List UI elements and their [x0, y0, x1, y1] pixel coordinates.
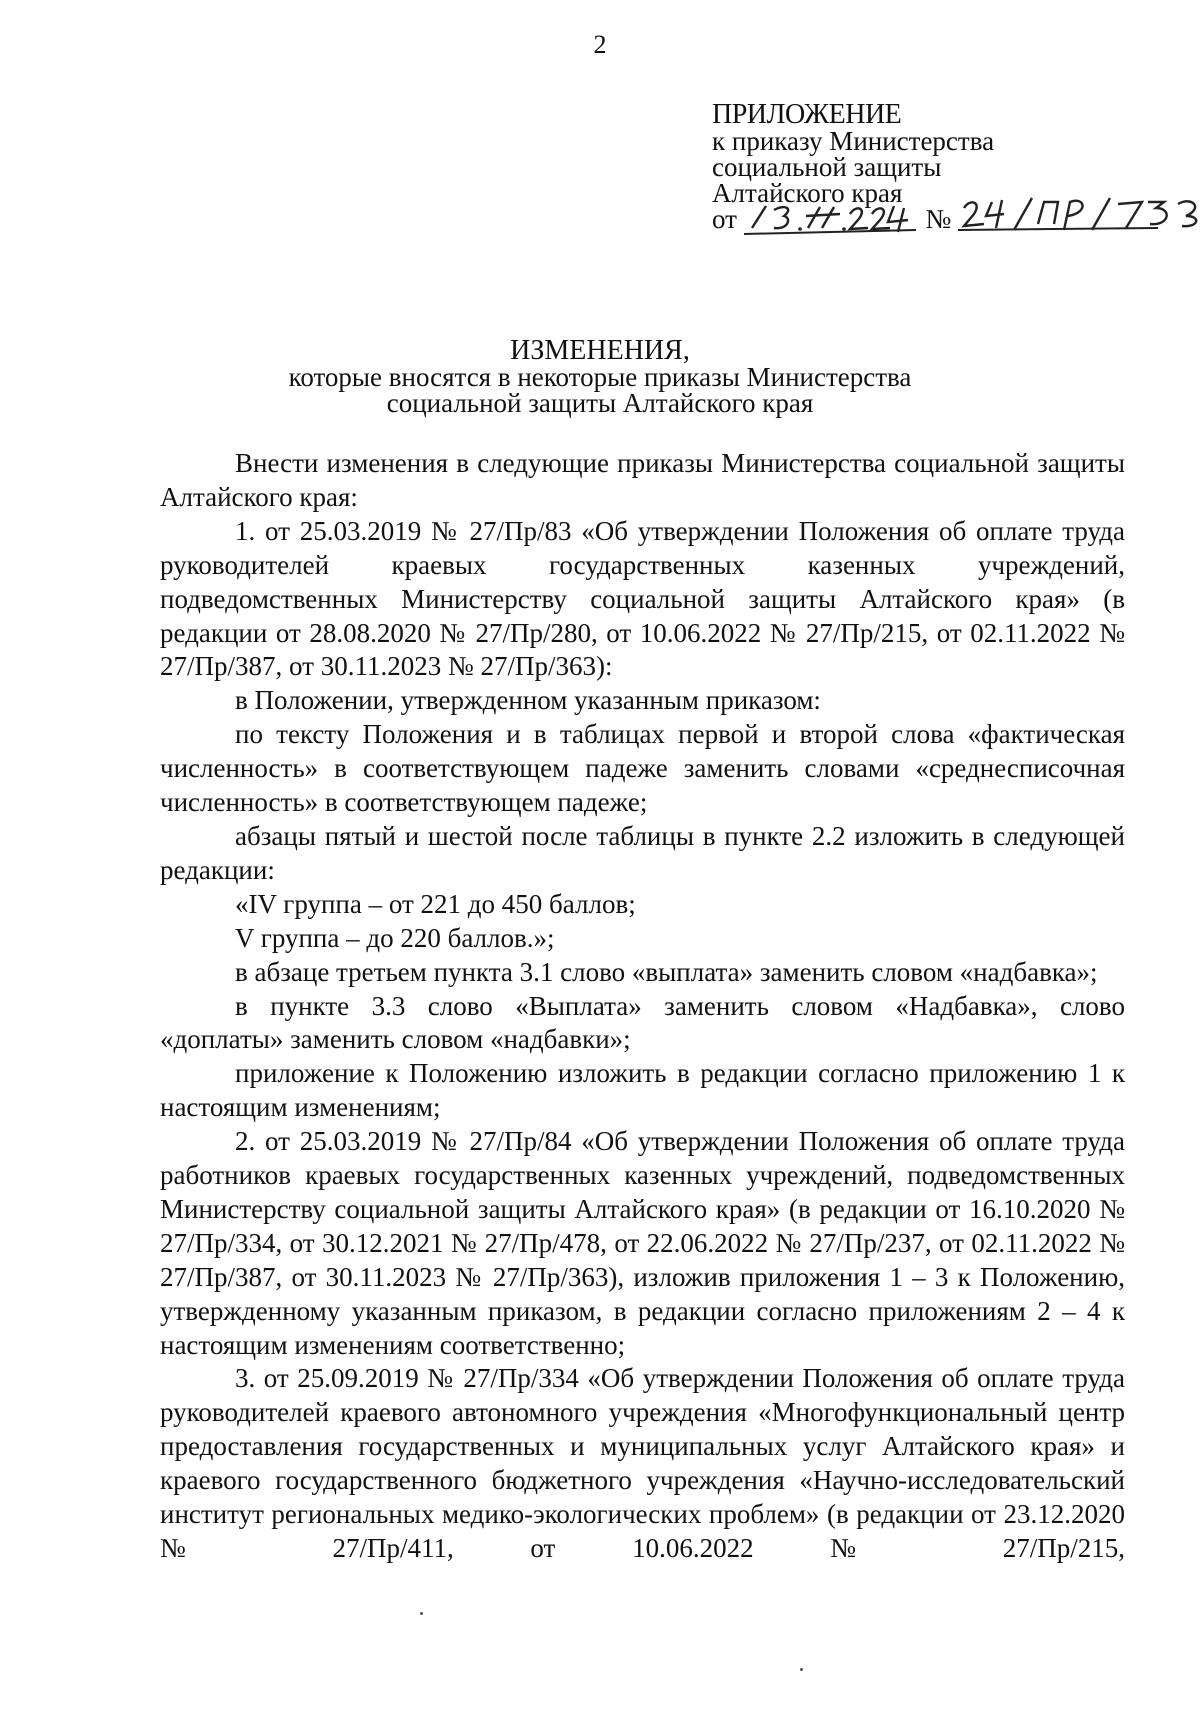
appendix-date-number-line: [712, 206, 1172, 242]
paragraph-group-v: V группа – до 220 баллов.»;: [235, 922, 555, 953]
paragraph-item-1-clause-3-1: в абзаце третьем пункта 3.1 слово «выплата» заменить словом «надбавка»;: [235, 956, 1098, 987]
paragraph-item-1-regulation: в Положении, утвержденном указанным приказом:: [235, 685, 821, 716]
document-body: [160, 447, 1125, 1566]
number-sign: №: [925, 204, 952, 234]
appendix-line-region: Алтайского края: [712, 178, 903, 208]
handwritten-date: [744, 202, 919, 238]
scan-speck: [420, 1612, 423, 1615]
date-prefix: от: [712, 204, 737, 234]
heading-title: ИЗМЕНЕНИЯ,: [510, 335, 690, 366]
paragraph-item-1: 1. от 25.03.2019 № 27/Пр/83 «Об утверждении Положения об оплате труда руководителей краевых государственных казенных учреждений, подведомственных Министерству социальной защиты Алтайского края» (в редакции от 28.08.2020 № 27/Пр/280, от 10.06.2022 № 27/Пр/215, от 02.11.2022 № 27/Пр/387, от 30.11.2023 № 27/Пр/363):: [160, 515, 1125, 682]
page-number: 2: [593, 30, 607, 59]
document-heading: [0, 335, 1200, 418]
heading-line-3: социальной защиты Алтайского края: [386, 388, 814, 418]
scan-speck: [800, 1668, 803, 1671]
appendix-block: [712, 99, 1172, 242]
paragraph-group-iv: «IV группа – от 221 до 450 баллов;: [235, 888, 636, 919]
paragraph-item-3: 3. от 25.09.2019 № 27/Пр/334 «Об утверждении Положения об оплате труда руководителей краевого автономного учреждения «Многофункциональный центр предоставления государственных и муниципальных услуг Алтайского края» и краевого государственного бюджетного учреждения «Научно-исследовательский институт региональных медико-экологических проблем» (в редакции от 23.12.2020 № 27/Пр/411, от 10.06.2022 № 27/Пр/215,: [160, 1363, 1125, 1563]
paragraph-item-1-annex: приложение к Положению изложить в редакции согласно приложению 1 к настоящим изменениям;: [160, 1058, 1125, 1123]
appendix-title: ПРИЛОЖЕНИЕ: [712, 99, 902, 130]
handwritten-number: [958, 194, 1200, 234]
appendix-line-order: к приказу Министерства: [712, 126, 995, 156]
paragraph-item-1-wording: по тексту Положения и в таблицах первой и второй слова «фактическая численность» в соответствующем падеже заменить словами «среднесписочная численность» в соответствующем падеже;: [160, 719, 1125, 818]
paragraph-intro: Внести изменения в следующие приказы Министерства социальной защиты Алтайского края:: [160, 448, 1125, 512]
paragraph-item-1-clause-3-3: в пункте 3.3 слово «Выплата» заменить словом «Надбавка», слово «доплаты» заменить словом «надбавки»;: [160, 990, 1125, 1055]
paragraph-item-2: 2. от 25.03.2019 № 27/Пр/84 «Об утверждении Положения об оплате труда работников краевых государственных казенных учреждений, подведомственных Министерству социальной защиты Алтайского края» (в редакции от 16.10.2020 № 27/Пр/334, от 30.12.2021 № 27/Пр/478, от 22.06.2022 № 27/Пр/237, от 02.11.2022 № 27/Пр/387, от 30.11.2023 № 27/Пр/363), изложив приложения 1 – 3 к Положению, утвержденному указанным приказом, в редакции согласно приложениям 2 – 4 к настоящим изменениям соответственно;: [160, 1126, 1125, 1360]
paragraph-item-1-clause-2-2: абзацы пятый и шестой после таблицы в пункте 2.2 изложить в следующей редакции:: [160, 820, 1125, 885]
heading-line-2: которые вносятся в некоторые приказы Министерства: [288, 362, 912, 392]
appendix-line-ministry: социальной защиты: [712, 152, 942, 182]
